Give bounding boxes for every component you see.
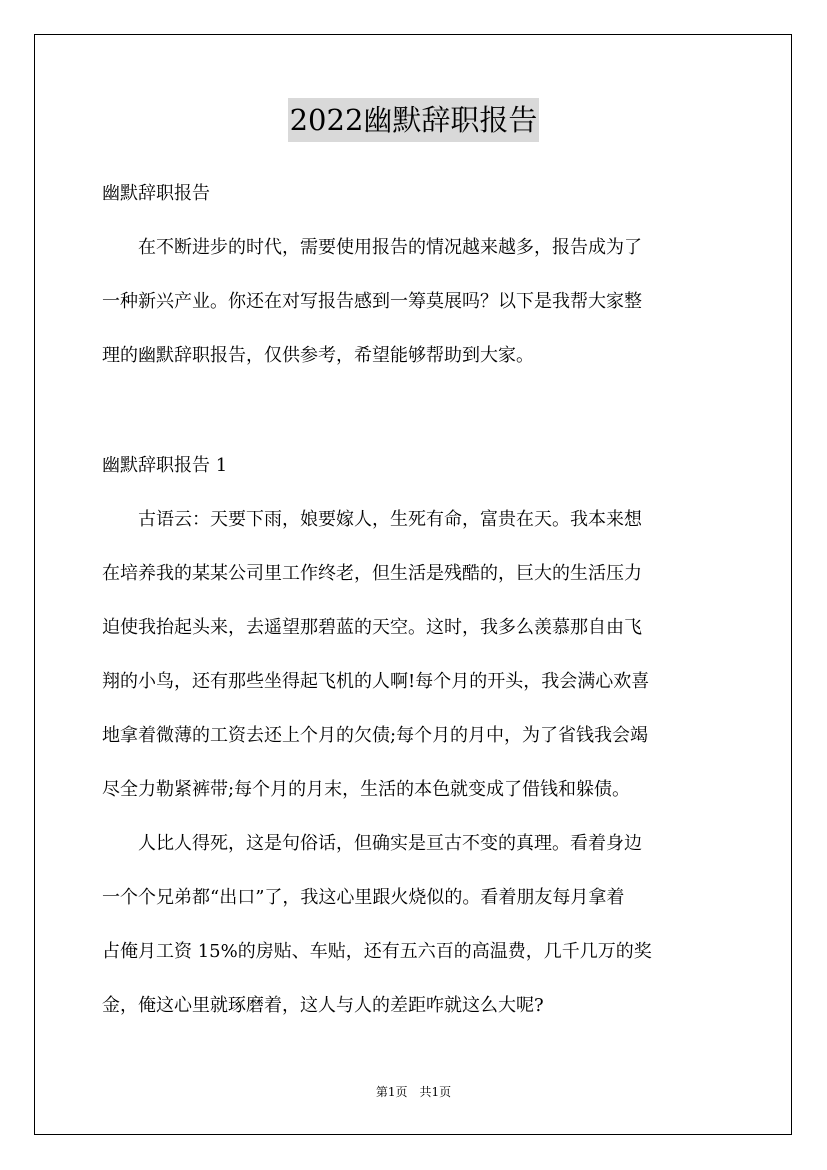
document-title <box>0 98 827 142</box>
document-subtitle: 幽默辞职报告 <box>102 183 210 204</box>
paragraph-line: 迫使我抬起头来，去遥望那碧蓝的天空。这时，我多么羡慕那自由飞 <box>102 617 642 638</box>
paragraph-line: 尽全力勒紧裤带;每个月的月末，生活的本色就变成了借钱和躲债。 <box>102 779 631 800</box>
paragraph-line: 人比人得死，这是句俗话，但确实是亘古不变的真理。看着身边 <box>102 833 642 854</box>
paragraph-line: 在培养我的某某公司里工作终老，但生活是残酷的，巨大的生活压力 <box>102 563 642 584</box>
body-paragraph-2 <box>102 831 726 1019</box>
paragraph-line: 理的幽默辞职报告，仅供参考，希望能够帮助到大家。 <box>102 345 534 366</box>
paragraph-line: 金，俺这心里就琢磨着，这人与人的差距咋就这么大呢? <box>102 995 544 1016</box>
paragraph-line: 古语云：天要下雨，娘要嫁人，生死有命，富贵在天。我本来想 <box>102 509 642 530</box>
intro-paragraph <box>102 235 726 369</box>
body-paragraph-1 <box>102 507 726 803</box>
paragraph-line: 一个个兄弟都“出口”了，我这心里跟火烧似的。看着朋友每月拿着 <box>102 887 625 908</box>
section-heading: 幽默辞职报告 1 <box>102 455 228 476</box>
paragraph-line: 占俺月工资 15%的房贴、车贴，还有五六百的高温费，几千几万的奖 <box>102 941 652 962</box>
paragraph-line: 在不断进步的时代，需要使用报告的情况越来越多，报告成为了 <box>102 237 642 258</box>
paragraph-line: 地拿着微薄的工资去还上个月的欠债;每个月的月中，为了省钱我会竭 <box>102 725 649 746</box>
paragraph-line: 一种新兴产业。你还在对写报告感到一筹莫展吗？以下是我帮大家整 <box>102 291 642 312</box>
document-title-text: 2022幽默辞职报告 <box>288 98 540 142</box>
paragraph-line: 翔的小鸟，还有那些坐得起飞机的人啊!每个月的开头，我会满心欢喜 <box>102 671 650 692</box>
page-number: 第1页 共1页 <box>375 1085 452 1099</box>
